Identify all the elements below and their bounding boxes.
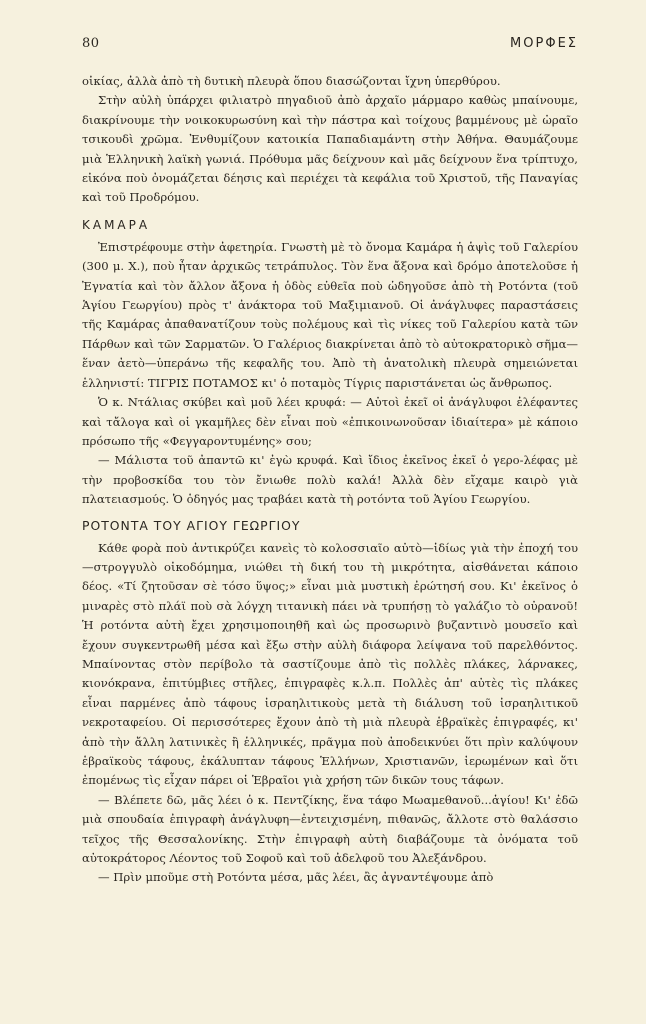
running-head: ΜΟΡΦΕΣ [510, 36, 578, 51]
intro-paragraph-continued: οἰκίας, ἀλλὰ ἀπὸ τὴ δυτικὴ πλευρὰ ὅπου διασώζονται ἴχνη ὑπερθύρου. [82, 74, 501, 88]
kamara-paragraph-2: Ὁ κ. Ντάλιας σκύβει καὶ μοῦ λέει κρυφά: — Αὐτοὶ ἐκεῖ οἱ ἀνάγλυφοι ἐλέφαντες καὶ τἄλογα καὶ οἱ γκαμῆλες δὲν εἶναι ποὺ «ἐπικοινωνοῦσαν ἰδιαίτερα» μὲ κάποιο πρόσωπο τῆς «Φεγγαροντυμένης» σου; [82, 395, 578, 448]
page-number: 80 [82, 36, 100, 51]
kamara-paragraph-1: Ἐπιστρέφουμε στὴν ἀφετηρία. Γνωστὴ μὲ τὸ ὄνομα Καμάρα ἡ ἁψὶς τοῦ Γαλερίου (300 μ. Χ.), ποὺ ἦταν ἀρχικῶς τετράπυλος. Τὸν ἕνα ἄξονα καὶ δρόμο ἀποτελοῦσε ἡ Ἐγνατία καὶ τὸν ἄλλον ἄξονα ἡ ὁδὸς εὐθεῖα ποὺ ὡδηγοῦσε ἀπὸ τὴ Ροτόντα (τοῦ Ἁγίου Γεωργίου) πρὸς τ' ἀνάκτορα τοῦ Μαξιμιανοῦ. Οἱ ἀνάγλυφες παραστάσεις τῆς Καμάρας ἀπαθανατίζουν τοὺς πολέμους καὶ τὶς νίκες τοῦ Γαλερίου κατὰ τῶν Πάρθων καὶ τῶν Σαρματῶν. Ὁ Γαλέριος διακρίνεται ἀπὸ τὸ αὐτοκρατορικὸ σῆμα—ἕναν ἀετὸ—ὑπεράνω τῆς κεφαλῆς του. Ἀπὸ τὴ ἀνατολικὴ πλευρὰ σημειώνεται ἑλληνιστί: ΤΙΓΡΙΣ ΠΟΤΑΜΟΣ κι' ὁ ποταμὸς Τίγρις παριστάνεται ὡς ἄνθρωπος. [82, 239, 578, 390]
kamara-paragraph-3: — Μάλιστα τοῦ ἀπαντῶ κι' ἐγὼ κρυφά. Καὶ ἴδιος ἐκεῖνος ἐκεῖ ὁ γερο-λέφας μὲ τὴν προβοσκίδα του τὸν ἔνιωθε πολὺ καλά! Ἀλλὰ δὲν εἴχαμε καιρὸ γιὰ πλατειασμούς. Ὁ ὁδηγός μας τραβάει κατὰ τὴ ροτόντα τοῦ Ἁγίου Γεωργίου. [82, 453, 578, 507]
rotonda-paragraph-2: — Βλέπετε δῶ, μᾶς λέει ὁ κ. Πεντζίκης, ἕνα τάφο Μωαμεθανοῦ...ἁγίου! Κι' ἐδῶ μιὰ σπουδαία ἐπιγραφὴ ἀνάγλυφη—ἐντειχισμένη, πιθανῶς, ἄλλοτε στὸ θαλάσσιο τεῖχος τῆς Θεσσαλονίκης. Στὴν ἐπιγραφὴ αὐτὴ διαβάζουμε τὰ ὀνόματα τοῦ αὐτοκράτορος Λέοντος τοῦ Σοφοῦ καὶ τοῦ ἀδελφοῦ του Ἀλεξάνδρου. [82, 792, 578, 866]
page-header [82, 36, 578, 66]
section-heading-rotonda: ΡΟΤΟΝΤΑ ΤΟΥ ΑΓΙΟΥ ΓΕΩΡΓΙΟΥ [82, 517, 301, 533]
rotonda-paragraph-1: Κάθε φορὰ ποὺ ἀντικρύζει κανεὶς τὸ κολοσσιαῖο αὐτὸ—ἰδίως γιὰ τὴν ἐποχή του—στρογγυλὸ οἰκοδόμημα, νιώθει τὴ δική του τὴ μικρότητα, αἰσθάνεται κάποιο δέος. «Τί ζητοῦσαν σὲ τόσο ὕψος;» εἶναι μιὰ μυστικὴ ἐρώτησή σου. Κι' ἐκεῖνος ὁ μιναρὲς στὸ πλάϊ ποὺ σὰ λόγχη τιτανικὴ πάει νὰ τρυπήσῃ τὸ γαλάζιο τὸ οὐρανοῦ! Ἡ ροτόντα αὐτὴ ἔχει χρησιμοποιηθῆ καὶ ὡς προσωρινὸ βυζαντινὸ μουσεῖο καὶ ἔχουν συγκεντρωθῆ μέσα καὶ ἔξω στὴν αὐλὴ διάφορα λείψανα τοῦ παρελθόντος. Μπαίνοντας στὸν περίβολο τὰ σαστίζουμε ἀπὸ τὶς πολλὲς πλάκες, λάρνακες, κιονόκρανα, ἐπιτύμβιες στῆλες, ἐπιγραφὲς κ.λ.π. Πολλὲς ἀπ' αὐτὲς τὶς πλάκες εἶναι παρμένες ἀπὸ τάφους ἰσραηλιτικοὺς μετὰ τὴ διάλυση τοῦ ἰσραηλιτικοῦ νεκροταφείου. Οἱ περισσότερες ἔχουν ἀπὸ τὴ μιὰ πλευρὰ ἑβραϊκὲς ἐπιγραφές, κι' ἀπὸ τὴν ἄλλη λατινικὲς ἢ ἑλληνικές, πρᾶγμα ποὺ ἀποδεικνύει ὅτι πρὶν καλύψουν ἑβραϊκοὺς τάφους, ἐκάλυπταν τάφους Ἑλλήνων, Χριστιανῶν, ἱερωμένων καὶ ὅτι ἐπομένως τὶς εἶχαν πάρει οἱ Ἑβραῖοι γιὰ χρήση τῶν δικῶν τους τάφων. [82, 540, 578, 788]
section-heading-kamara: ΚΑΜΑΡΑ [82, 217, 151, 232]
intro-paragraph-courtyard: Στὴν αὐλὴ ὑπάρχει φιλιατρὸ πηγαδιοῦ ἀπὸ ἀρχαῖο μάρμαρο καθὼς μπαίνουμε, διακρίνουμε τὴν νοικοκυρωσύνη καὶ τὴν πάστρα καὶ τοίχους βαμμένους μὲ ὡραῖο τσικουδὶ χρῶμα. Ἐνθυμίζουν κατοικία Παπαδιαμάντη στὴν Ἀθήνα. Θαυμάζουμε μιὰ Ἑλληνικὴ λαϊκὴ γωνιά. Πρόθυμα μᾶς δείχνουν καὶ μᾶς δείχνουν ἕνα τρίπτυχο, εἰκόνα ποὺ ὀνομάζεται δέησις καὶ περιέχει τὰ κεφάλια τοῦ Χριστοῦ, τῆς Παναγίας καὶ τοῦ Προδρόμου. [82, 93, 578, 205]
rotonda-paragraph-3: — Πρὶν μποῦμε στὴ Ροτόντα μέσα, μᾶς λέει, ἂς ἀγναντέψουμε ἀπὸ [98, 870, 494, 885]
